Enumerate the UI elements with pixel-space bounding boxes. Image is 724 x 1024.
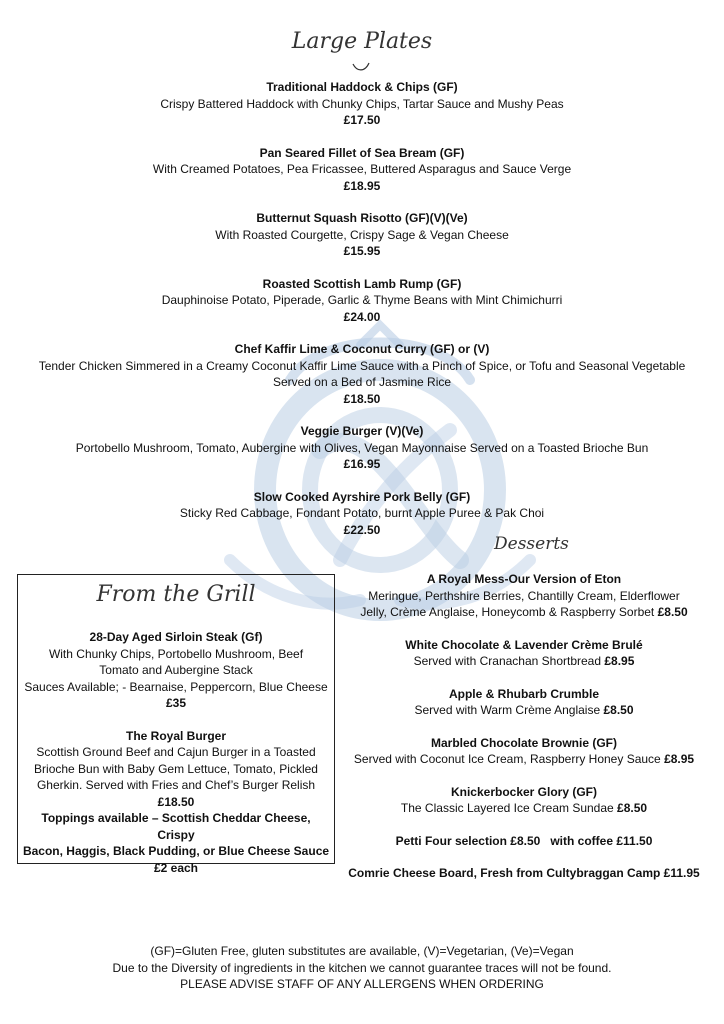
dish-description: Portobello Mushroom, Tomato, Aubergine with Olives, Vegan Mayonnaise Served on a Toasted Brioche Bun — [75, 440, 649, 455]
menu-item — [0, 489, 724, 539]
dish-price: £8.95 — [604, 654, 635, 668]
menu-item — [0, 276, 724, 326]
grill-title: From the Grill — [96, 582, 256, 607]
dish-description: Sticky Red Cabbage, Fondant Potato, burnt Apple Puree & Pak Choi — [179, 506, 545, 520]
dish-price: £24.00 — [343, 309, 381, 324]
cheese-board: Comrie Cheese Board, Fresh from Cultybraggan Camp £11.95 — [348, 866, 700, 880]
petit-four-line — [345, 833, 703, 850]
dish-name: Slow Cooked Ayrshire Pork Belly (GF) — [253, 489, 471, 504]
dish-description: Tender Chicken Simmered in a Creamy Coconut Kaffir Lime Sauce with a Pinch of Spice, or Tofu and Seasonal Vegetable — [38, 358, 686, 373]
dish-name: Marbled Chocolate Brownie (GF) — [430, 735, 617, 750]
dish-description: With Creamed Potatoes, Pea Fricassee, Buttered Asparagus and Sauce Verge — [152, 162, 572, 176]
dish-price: £8.95 — [664, 752, 695, 766]
dish-name: Veggie Burger (V)(Ve) — [300, 424, 424, 438]
with-coffee: with coffee £11.50 — [550, 833, 653, 848]
menu-item — [0, 341, 724, 407]
toppings-line: Bacon, Haggis, Black Pudding, or Blue Cheese Sauce — [22, 844, 330, 858]
dish-description-line — [345, 604, 703, 621]
dish-price: £16.95 — [343, 457, 381, 471]
dish-description: Crispy Battered Haddock with Chunky Chips, Tartar Sauce and Mushy Peas — [160, 96, 564, 111]
toppings-line: Toppings available – Scottish Cheddar Cheese, Crispy — [41, 811, 311, 842]
dish-name: Chef Kaffir Lime & Coconut Curry (GF) or (V) — [234, 342, 490, 356]
dish-description-line2: Served on a Bed of Jasmine Rice — [272, 375, 452, 389]
menu-item — [0, 210, 724, 260]
dish-price: £8.50 — [617, 801, 648, 815]
dish-description: With Roasted Courgette, Crispy Sage & Vegan Cheese — [215, 227, 509, 242]
dish-price: £18.50 — [157, 794, 195, 809]
menu-item — [22, 728, 330, 877]
dish-description-line: Brioche Bun with Baby Gem Lettuce, Tomato, Pickled — [34, 761, 318, 776]
menu-item — [345, 571, 703, 621]
large-plates-list — [0, 79, 724, 554]
dish-price: £18.95 — [343, 178, 381, 193]
dish-name: The Royal Burger — [125, 728, 227, 743]
title-swash-ornament — [352, 62, 370, 72]
dish-name: 28-Day Aged Sirloin Steak (Gf) — [89, 630, 263, 644]
desserts-title: Desserts — [494, 534, 569, 554]
dish-description: Served with Cranachan Shortbread — [413, 654, 602, 668]
large-plates-title: Large Plates — [291, 29, 433, 54]
dish-name: Butternut Squash Risotto (GF)(V)(Ve) — [256, 211, 468, 225]
dish-name: Roasted Scottish Lamb Rump (GF) — [262, 276, 462, 291]
menu-item — [345, 637, 703, 670]
dish-price: £35 — [165, 696, 187, 710]
dish-name: Traditional Haddock & Chips (GF) — [266, 80, 458, 94]
grill-list — [22, 629, 330, 892]
allergen-footer — [0, 943, 724, 993]
dish-price: £18.50 — [343, 391, 381, 406]
dish-name: Apple & Rhubarb Crumble — [448, 686, 599, 701]
toppings-price: £2 each — [153, 860, 199, 875]
menu-item — [0, 79, 724, 129]
dish-price: £15.95 — [343, 244, 381, 258]
footer-allergen-notice: PLEASE ADVISE STAFF OF ANY ALLERGENS WHEN ORDERING — [180, 977, 544, 991]
footer-disclaimer: Due to the Diversity of ingredients in the kitchen we cannot guarantee traces will not be found. — [112, 960, 612, 975]
dish-price: £8.50 — [603, 703, 634, 717]
dish-price: £17.50 — [343, 113, 381, 127]
footer-key: (GF)=Gluten Free, gluten substitutes are available, (V)=Vegetarian, (Ve)=Vegan — [150, 944, 574, 958]
dish-description-line: Scottish Ground Beef and Cajun Burger in a Toasted — [36, 745, 316, 759]
menu-item — [345, 686, 703, 719]
dish-description: The Classic Layered Ice Cream Sundae — [400, 801, 614, 815]
dish-description: Served with Warm Crème Anglaise — [414, 703, 601, 717]
menu-item — [22, 629, 330, 712]
dish-description-line: Meringue, Perthshire Berries, Chantilly Cream, Elderflower — [368, 588, 680, 603]
menu-item — [0, 423, 724, 473]
menu-item — [345, 735, 703, 768]
dish-description-line: Gherkin. Served with Fries and Chef’s Burger Relish — [36, 778, 316, 792]
dish-name: White Chocolate & Lavender Crème Brulé — [405, 637, 643, 652]
dish-name: Pan Seared Fillet of Sea Bream (GF) — [259, 145, 465, 160]
dish-description: Served with Coconut Ice Cream, Raspberry Honey Sauce — [353, 752, 661, 766]
dish-name: Knickerbocker Glory (GF) — [450, 784, 598, 799]
menu-item — [0, 145, 724, 195]
dish-description: Jelly, Crème Anglaise, Honeycomb & Raspberry Sorbet — [360, 605, 655, 619]
dish-description-line: Tomato and Aubergine Stack — [99, 663, 253, 677]
dish-name: A Royal Mess-Our Version of Eton — [426, 572, 622, 586]
dish-description: Dauphinoise Potato, Piperade, Garlic & Thyme Beans with Mint Chimichurri — [161, 293, 563, 307]
grill-section — [17, 574, 335, 875]
desserts-list — [345, 571, 703, 882]
dish-description-line: With Chunky Chips, Portobello Mushroom, Beef — [48, 646, 304, 661]
dish-price: £22.50 — [343, 522, 381, 537]
menu-item — [345, 784, 703, 817]
dish-price: £8.50 — [657, 605, 688, 619]
petit-four: Petti Four selection £8.50 — [395, 833, 541, 848]
dish-description-line: Sauces Available; - Bearnaise, Peppercorn, Blue Cheese — [24, 679, 328, 694]
